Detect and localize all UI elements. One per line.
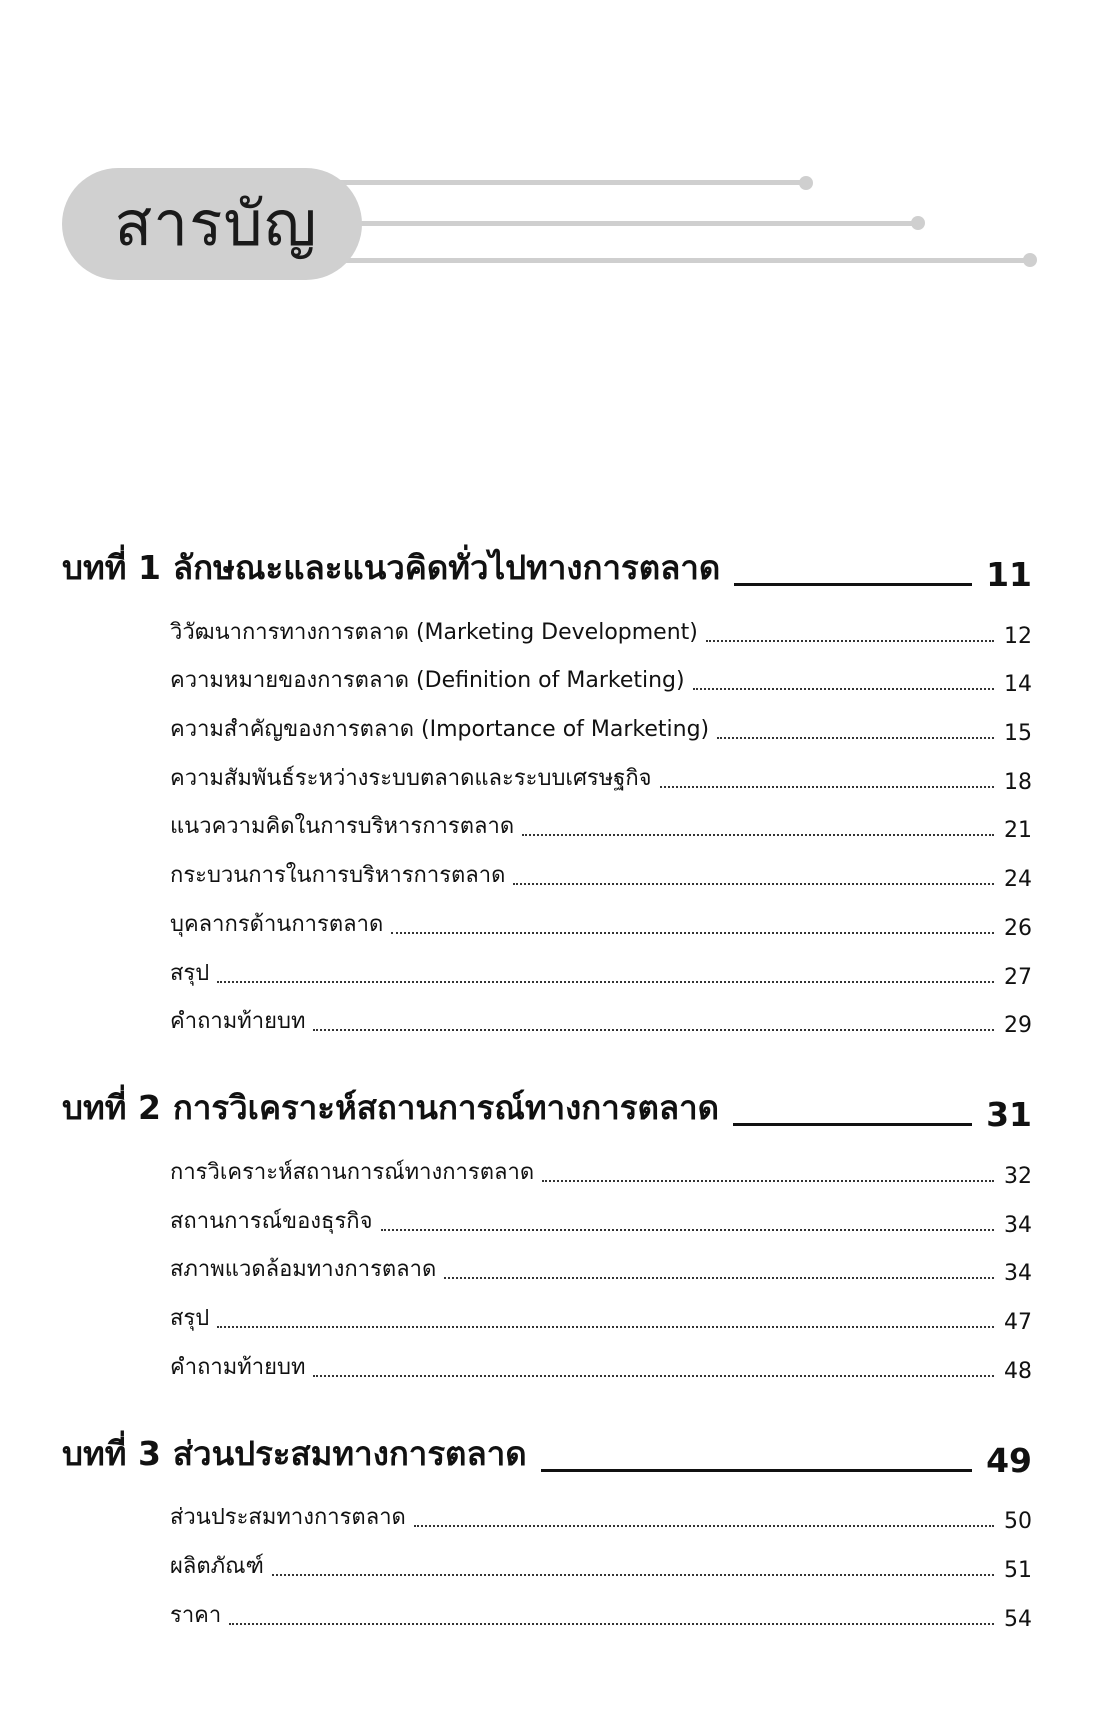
dot-leader	[717, 737, 994, 739]
chapter-rule	[541, 1469, 972, 1472]
entry-page-number: 21	[1004, 818, 1032, 844]
chapter-heading[interactable]	[62, 536, 1032, 594]
page-title: สารบัญ	[114, 187, 318, 260]
toc-entry[interactable]	[170, 1534, 1032, 1583]
entry-title: กระบวนการในการบริหารการตลาด	[170, 863, 506, 889]
toc-entry[interactable]	[170, 746, 1032, 795]
toc-entry[interactable]	[170, 649, 1032, 698]
toc-entry[interactable]	[170, 600, 1032, 649]
entry-title: วิวัฒนาการทางการตลาด (Marketing Development)	[170, 619, 698, 645]
toc-entry[interactable]	[170, 990, 1032, 1039]
decorative-dot-bottom	[1023, 253, 1037, 267]
toc-entry[interactable]	[170, 1140, 1032, 1189]
table-of-contents	[62, 536, 1032, 1670]
toc-entry[interactable]	[170, 892, 1032, 941]
entry-page-number: 48	[1004, 1358, 1032, 1384]
chapter-page-number: 49	[986, 1440, 1032, 1480]
toc-entry[interactable]	[170, 1286, 1032, 1335]
toc-entry[interactable]	[170, 1486, 1032, 1535]
dot-leader	[444, 1277, 994, 1279]
decorative-line-middle	[300, 221, 917, 226]
entry-page-number: 27	[1004, 964, 1032, 990]
toc-entry[interactable]	[170, 795, 1032, 844]
page-title-pill	[62, 168, 362, 280]
dot-leader	[693, 688, 994, 690]
dot-leader	[542, 1180, 994, 1182]
chapter-title: การวิเคราะห์สถานการณ์ทางการตลาด	[172, 1088, 720, 1128]
entry-page-number: 50	[1004, 1509, 1032, 1535]
entry-title: ราคา	[170, 1602, 222, 1628]
entry-page-number: 54	[1004, 1606, 1032, 1632]
entry-page-number: 26	[1004, 915, 1032, 941]
toc-entry[interactable]	[170, 941, 1032, 990]
entry-title: สรุป	[170, 960, 210, 986]
entry-title: สรุป	[170, 1305, 210, 1331]
dot-leader	[391, 932, 994, 934]
entry-title: ความสำคัญของการตลาด (Importance of Marketing)	[170, 717, 710, 743]
dot-leader	[414, 1525, 994, 1527]
toc-entry[interactable]	[170, 843, 1032, 892]
chapter-title: ส่วนประสมทางการตลาด	[172, 1433, 527, 1473]
entry-page-number: 15	[1004, 721, 1032, 747]
dot-leader	[217, 1326, 994, 1328]
entry-page-number: 34	[1004, 1261, 1032, 1287]
entry-title: ผลิตภัณฑ์	[170, 1554, 264, 1579]
chapter-number: บทที่ 3	[62, 1433, 161, 1473]
entry-page-number: 47	[1004, 1309, 1032, 1335]
chapter-page-number: 11	[986, 555, 1032, 594]
chapter-entries	[170, 1140, 1032, 1383]
entry-page-number: 51	[1004, 1558, 1032, 1583]
entry-title: สภาพแวดล้อมทางการตลาด	[170, 1257, 437, 1283]
entry-title: ความหมายของการตลาด (Definition of Marketing)	[170, 668, 685, 694]
chapter-number: บทที่ 1	[62, 548, 161, 587]
entry-title: บุคลากรด้านการตลาด	[170, 911, 384, 937]
chapter-2	[62, 1076, 1032, 1383]
chapter-number: บทที่ 2	[62, 1088, 161, 1128]
decorative-line-bottom	[300, 258, 1028, 263]
chapter-rule	[734, 583, 972, 586]
entry-title: คำถามท้ายบท	[170, 1354, 306, 1380]
entry-page-number: 24	[1004, 867, 1032, 893]
toc-entry[interactable]	[170, 1238, 1032, 1287]
entry-title: สถานการณ์ของธุรกิจ	[170, 1208, 373, 1234]
dot-leader	[660, 786, 994, 788]
dot-leader	[217, 981, 994, 983]
chapter-page-number: 31	[986, 1095, 1032, 1135]
chapter-entries	[170, 600, 1032, 1038]
entry-page-number: 12	[1004, 623, 1032, 649]
chapter-heading[interactable]	[62, 1076, 1032, 1134]
entry-title: ส่วนประสมทางการตลาด	[170, 1505, 406, 1531]
dot-leader	[522, 834, 994, 836]
chapter-rule	[733, 1123, 972, 1126]
chapter-entries	[170, 1486, 1032, 1632]
entry-page-number: 29	[1004, 1013, 1032, 1039]
dot-leader	[313, 1375, 994, 1377]
chapter-heading[interactable]	[62, 1422, 1032, 1480]
toc-entry[interactable]	[170, 1189, 1032, 1238]
toc-entry[interactable]	[170, 1335, 1032, 1384]
dot-leader	[272, 1574, 994, 1576]
chapter-1	[62, 536, 1032, 1038]
entry-page-number: 14	[1004, 672, 1032, 698]
chapter-3	[62, 1422, 1032, 1632]
dot-leader	[513, 883, 994, 885]
dot-leader	[381, 1229, 995, 1231]
decorative-dot-top	[799, 176, 813, 190]
dot-leader	[229, 1623, 994, 1625]
chapter-title: ลักษณะและแนวคิดทั่วไปทางการตลาด	[172, 548, 721, 587]
entry-page-number: 18	[1004, 769, 1032, 795]
dot-leader	[706, 640, 994, 642]
toc-entry[interactable]	[170, 1583, 1032, 1632]
entry-title: การวิเคราะห์สถานการณ์ทางการตลาด	[170, 1159, 535, 1185]
entry-title: ความสัมพันธ์ระหว่างระบบตลาดและระบบเศรษฐกิจ	[170, 765, 652, 791]
decorative-dot-middle	[911, 216, 925, 230]
entry-page-number: 34	[1004, 1212, 1032, 1238]
entry-title: แนวความคิดในการบริหารการตลาด	[170, 814, 515, 840]
toc-entry[interactable]	[170, 697, 1032, 746]
entry-page-number: 32	[1004, 1163, 1032, 1189]
entry-title: คำถามท้ายบท	[170, 1009, 306, 1035]
dot-leader	[313, 1029, 994, 1031]
decorative-line-top	[300, 180, 805, 185]
